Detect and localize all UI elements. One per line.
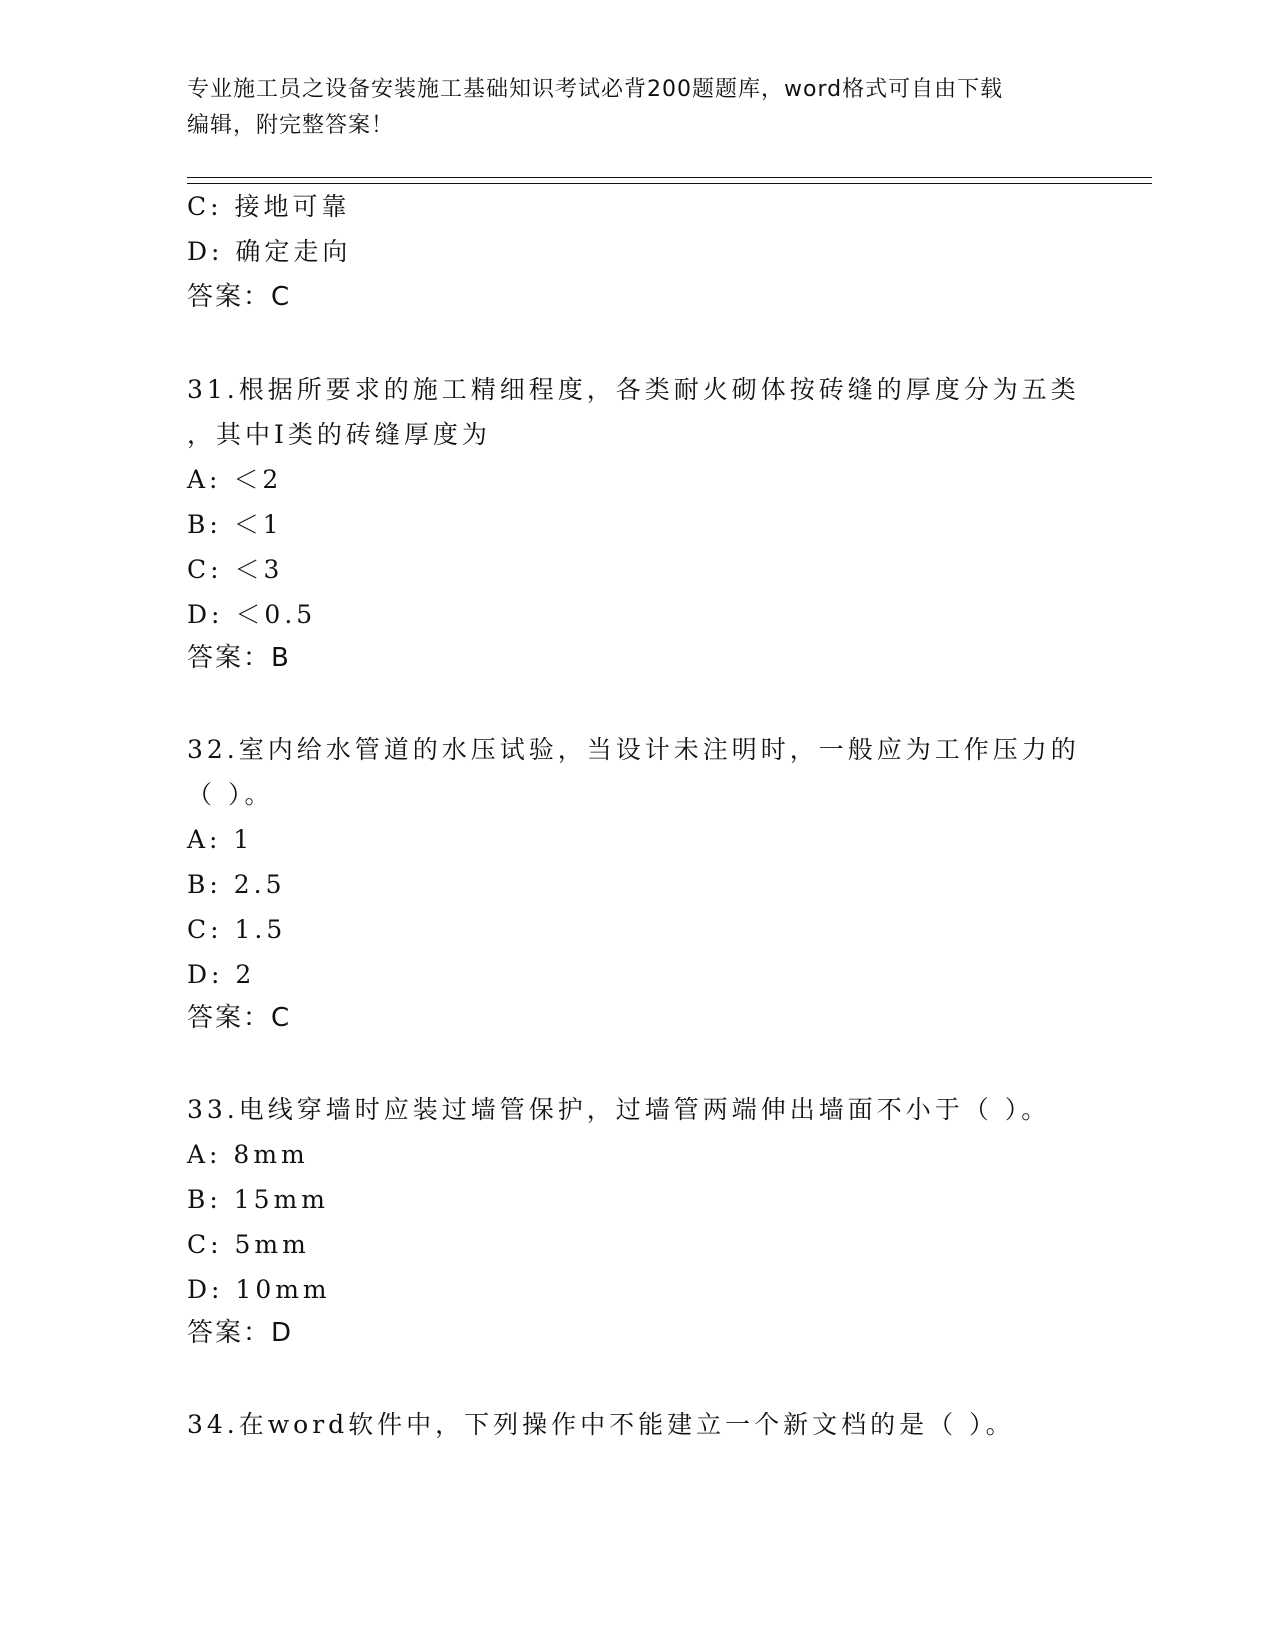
q31-text-line-1: 31.根据所要求的施工精细程度，各类耐火砌体按砖缝的厚度分为五类	[187, 375, 1080, 404]
header-title-line-1: 专业施工员之设备安装施工基础知识考试必背200题题库，word格式可自由下载	[187, 77, 1004, 102]
header-divider-top	[187, 177, 1152, 178]
q32-option-b: B: 2.5	[187, 870, 286, 899]
prev-answer: 答案：C	[187, 282, 292, 312]
q33-option-c: C: 5mm	[187, 1230, 310, 1259]
q33-answer: 答案：D	[187, 1318, 294, 1348]
q31-answer: 答案：B	[187, 643, 291, 673]
q32-option-a: A: 1	[187, 825, 254, 854]
q33-option-b: B: 15mm	[187, 1185, 329, 1214]
q32-text-line-2: （ ）。	[187, 780, 274, 809]
q31-option-c: C: ＜3	[187, 555, 284, 584]
document-header	[187, 72, 1067, 144]
q32-text-line-1: 32.室内给水管道的水压试验，当设计未注明时，一般应为工作压力的	[187, 735, 1080, 764]
q33-option-a: A: 8mm	[187, 1140, 309, 1169]
q32-answer: 答案：C	[187, 1003, 292, 1033]
q32-option-d: D: 2	[187, 960, 256, 989]
q31-option-d: D: ＜0.5	[187, 600, 317, 629]
q33-text-line-1: 33.电线穿墙时应装过墙管保护，过墙管两端伸出墙面不小于（ ）。	[187, 1095, 1051, 1124]
q31-option-b: B: ＜1	[187, 510, 283, 539]
q34-text-line-1: 34.在word软件中，下列操作中不能建立一个新文档的是（ ）。	[187, 1410, 1015, 1439]
q31-option-a: A: ＜2	[187, 465, 283, 494]
header-divider-bottom	[187, 183, 1152, 184]
q33-option-d: D: 10mm	[187, 1275, 331, 1304]
prev-option-c: C: 接地可靠	[187, 192, 351, 221]
header-title-line-2: 编辑，附完整答案！	[187, 113, 395, 138]
q31-text-line-2: ，其中Ⅰ类的砖缝厚度为	[187, 420, 491, 449]
prev-option-d: D: 确定走向	[187, 237, 352, 266]
q32-option-c: C: 1.5	[187, 915, 287, 944]
